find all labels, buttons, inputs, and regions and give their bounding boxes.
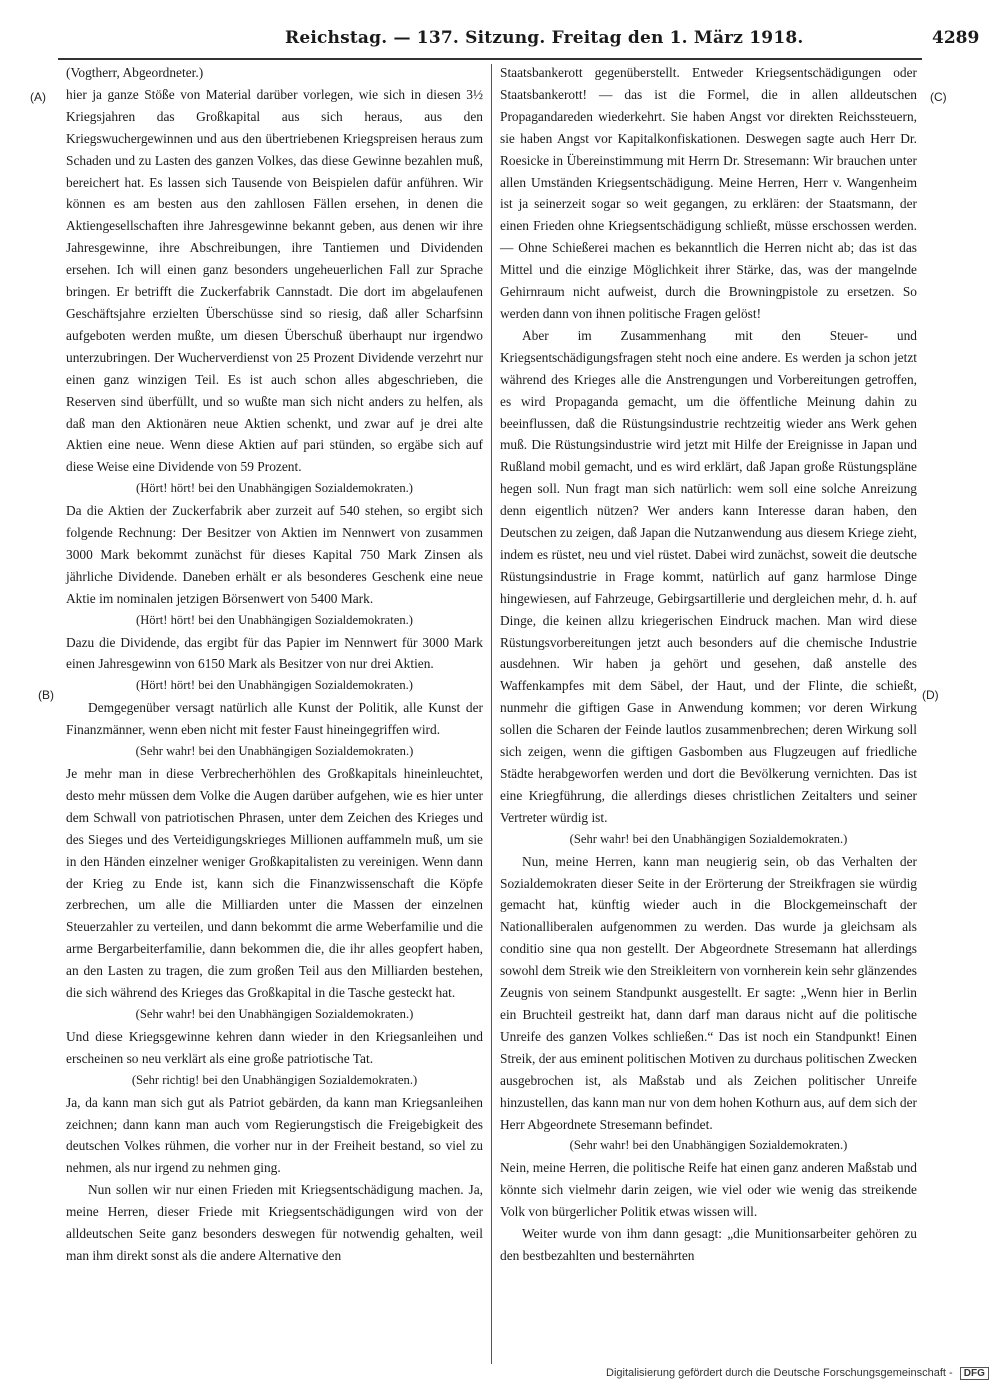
interjection: (Hört! hört! bei den Unabhängigen Sozialdemokraten.) xyxy=(136,612,413,627)
margin-mark-b: (B) xyxy=(38,688,54,702)
paragraph: Staatsbankerott gegenüberstellt. Entweder Kriegsentschädigungen oder Staatsbankerott! — das ist die Formel, die in allen alldeutschen Propagandareden wiederkehrt. Sie haben Angst vor direkten Reichssteuern, sie haben Angst vor Kapitalkonfiskationen. Deswegen sagte auch Herr Dr. Roesicke in Übereinstimmung mit Herrn Dr. Stresemann: Wir brauchen unter allen Umständen Kriegsentschädigung. Meine Herren, Herr v. Wangenheim ist ja seinerzeit sogar so weit gegangen, zu erklären: der Staatsmann, der einen Frieden ohne Kriegsentschädigung schließt, müsse erschossen werden. — Ohne Schießerei machen es bekanntlich die Herren nicht ab; das ist das Mittel und die einzige Möglichkeit ihrer Stärke, das, was der mangelnde Gehirnraum nicht aufweist, durch die Browningpistole zu ersetzen. So werden dann von ihnen politische Fragen gelöst! xyxy=(500,65,917,321)
paragraph: Demgegenüber versagt natürlich alle Kunst der Politik, alle Kunst der Finanzmänner, wenn eben nicht mit fester Faust hineingegriffen wird. xyxy=(66,700,483,738)
right-column xyxy=(500,62,917,1267)
header-rule xyxy=(58,58,922,60)
margin-mark-c: (C) xyxy=(930,90,947,104)
dfg-logo: DFG xyxy=(960,1367,989,1380)
footer-text: Digitalisierung gefördert durch die Deutsche Forschungsgemeinschaft - xyxy=(606,1367,953,1379)
paragraph: Und diese Kriegsgewinne kehren dann wieder in den Kriegsanleihen und erscheinen so neu verklärt als eine große patriotische Tat. xyxy=(66,1028,483,1066)
paragraph: Nein, meine Herren, die politische Reife hat einen ganz anderen Maßstab und könnte sich vielmehr darin zeigen, wie viel oder wie wenig das streikende Volk von bürgerlicher Politik etwas wissen will. xyxy=(500,1160,917,1220)
interjection: (Hört! hört! bei den Unabhängigen Sozialdemokraten.) xyxy=(136,481,413,496)
paragraph: Nun sollen wir nur einen Frieden mit Kriegsentschädigung machen. Ja, meine Herren, dieser Friede mit Kriegsentschädigungen wird von der alldeutschen Seite ganz besonders deswegen für notwendig gehalten, weil man ihm direkt sonst als die andere Alternative den xyxy=(66,1182,483,1263)
running-title: Reichstag. — 137. Sitzung. Freitag den 1. März 1918. xyxy=(285,28,804,48)
paragraph: Ja, da kann man sich gut als Patriot gebärden, da kann man Kriegsanleihen zeichnen; dann kann man auch vom Regierungstisch die Freigebigkeit des deutschen Volkes rühmen, die vorher nur in der Freiheit bestand, so viel zu nehmen, als nur irgend zu nehmen ging. xyxy=(66,1094,483,1176)
paragraph: Nun, meine Herren, kann man neugierig sein, ob das Verhalten der Sozialdemokraten dieser Seite in der Erörterung der Streikfragen sie würdig gemacht hat, künftig wieder auch in die Blockgemeinschaft der Nationalliberalen aufgenommen zu werden. Das wurde ja gleichsam als conditio sine qua non gestellt. Der Abgeordnete Stresemann hat allerdings sowohl dem Streik wie den Streikleitern von vornherein kein sehr glänzendes Zeugnis von seinem Standpunkt ausgestellt. Er sagte: „Wenn hier in Berlin ein Bruchteil gestreikt hat, dann darf man daraus nicht auf die politische Unreife des ganzen Volkes schließen.“ Das ist noch ein Standpunkt! Einen Streik, der aus eminent politischen Motiven zu durchaus politischen Zwecken ausgebrochen ist, als Maßstab und als Zeichen politischer Unreife hinzustellen, das kann man nur von dem hohen Kothurn aus, auf dem sich der Herr Abgeordnete Stresemann befindet. xyxy=(500,853,917,1132)
paragraph: Weiter wurde von ihm dann gesagt: „die Munitionsarbeiter gehören zu den bestbezahlten und besternährten xyxy=(500,1226,917,1263)
paragraph: Da die Aktien der Zuckerfabrik aber zurzeit auf 540 stehen, so ergibt sich folgende Rechnung: Der Besitzer von Aktien im Nennwert von zusammen 3000 Mark bekommt zunächst für dieses Kapital 750 Mark Zinsen als jährliche Dividende. Daneben erhält er als besonderes Geschenk eine neue Aktie im nominalen jetzigen Börsenwert von 5400 Mark. xyxy=(66,503,483,606)
column-divider xyxy=(491,64,492,1364)
page-header xyxy=(0,28,1000,58)
interjection: (Sehr richtig! bei den Unabhängigen Sozialdemokraten.) xyxy=(131,1072,418,1087)
paragraph: Aber im Zusammenhang mit den Steuer- und Kriegsentschädigungsfragen steht noch eine andere. Es werden ja schon jetzt während des Krieges alle die Anstrengungen und Vorbereitungen getroffen, es wird Propaganda gemacht, um die öffentliche Meinung dahin zu beeinflussen, daß die Rüstungsindustrie rechtzeitig wieder ans Werk gehen muß. Die Rüstungsindustrie wird jetzt mit Hilfe der Ereignisse in Japan und Rußland mobil gemacht, und es wird erklärt, daß Japan große Rüstungspläne hegen soll. Nun fragt man sich natürlich: wem soll eine solche Anreizung denn eigentlich nützen? Wer anders kann Interesse daran haben, den Deutschen zu zeigen, daß Japan die Nutzanwendung aus diesem Kriege zieht, indem es rüstet, neu und viel rüstet. Dabei wird zunächst, soweit die deutsche Rüstungsindustrie in Frage kommt, natürlich auf ganz harmlose Dinge hingewiesen, auf Fahrzeuge, Gebirgsartillerie und dergleichen mehr, d. h. auf Dinge, die keinen allzu kriegerischen Eindruck machen. Man wird diese Rüstungsvorbereitungen jetzt auch besonders auf die chemische Industrie ausdehnen. Wir haben ja gehört und gesehen, daß anstelle des Waffenkampfes mit dem Säbel, der Haut, und der Flinte, die schießt, nunmehr die giftigen Gase in Anwendung kommen; vor deren Wirkung sollen die Scharen der Feinde lautlos zusammenbrechen; deren Wirkung soll sich zeigen, wenn die giftigen Gasbomben aus Flugzeugen auf friedliche Städte herabgeworfen werden und dort die Bevölkerung vernichten. Das ist eine Kriegführung, die allerdings dieses christlichen Zeitalters und seiner Vertreter würdig ist. xyxy=(500,327,917,825)
interjection: (Sehr wahr! bei den Unabhängigen Sozialdemokraten.) xyxy=(569,1138,848,1153)
paragraph: Je mehr man in diese Verbrecherhöhlen des Großkapitals hineinleuchtet, desto mehr müssen dem Volke die Augen darüber aufgehen, wie es hier unter dem Schwall von patriotischen Phrasen, unter dem Zeichen des Krieges und des Sieges und des Verteidigungskrieges Millionen auffammeln muß, um sie in den Händen einzelner weniger Großkapitalisten zu vereinigen. Wenn dann der Krieg zu Ende ist, kann sich die Finanzwissenschaft die Köpfe zerbrechen, um alle die Milliarden unter die Massen der einzelnen Steuerzahler zu verteilen, und dann bekommt die arme Weberfamilie und die arme Bergarbeiterfamilie, dann bekommen die, die ihr alles geopfert haben, an den Lasten zu tragen, die zum großen Teil aus den Milliarden bestehen, die sich während des Krieges das Großkapital in die Tasche gesteckt hat. xyxy=(66,766,483,1001)
page-number: 4289 xyxy=(932,28,980,48)
paragraph: hier ja ganze Stöße von Material darüber vorlegen, wie sich in diesen 3½ Kriegsjahren das Großkapital aus sich heraus, aus den Kriegswuchergewinnen und aus den übertriebenen Kriegspreisen heraus zum Schaden und zu Lasten des ganzen Volkes, das diese Gewinne bezahlen muß, bereichert hat. Es lassen sich Tausende von Beispielen dafür anführen. Wir können es am besten aus den zahllosen Fällen ersehen, in denen die Aktiengesellschaften ihre Jahresgewinne bekannt geben, aus denen wir ihre Jahresgewinne, ihre Abschreibungen, ihre Tantiemen und Dividenden ersehen. Ich will einen ganz besonders ungeheuerlichen Fall zur Sprache bringen. Er betrifft die Zuckerfabrik Cannstadt. Die dort im abgelaufenen Geschäftsjahre erzielten Überschüsse sind so riesig, daß aller Scharfsinn aufgeboten werden mußte, um diesen Überschuß überhaupt nur irgendwo unterzubringen. Der Wucherverdienst von 25 Prozent Dividende verzehrt nur einen ganz winzigen Teil. Es ist auch schon alles abgeschrieben, die Reserven sind überfüllt, und so wußte man sich nicht anders zu helfen, als daß man den Aktionären neue Aktien schenkt, und zwar auf je drei alte Aktien eine neue. Wenn diese Aktien auf pari stünden, so ergäbe sich auf diese Weise eine Dividende von 59 Prozent. xyxy=(66,86,483,475)
interjection: (Sehr wahr! bei den Unabhängigen Sozialdemokraten.) xyxy=(135,1006,414,1021)
margin-mark-d: (D) xyxy=(922,688,939,702)
interjection: (Sehr wahr! bei den Unabhängigen Sozialdemokraten.) xyxy=(569,831,848,846)
interjection: (Hört! hört! bei den Unabhängigen Sozialdemokraten.) xyxy=(136,678,413,693)
digitization-footer xyxy=(606,1367,989,1380)
left-column xyxy=(66,62,483,1267)
speaker-heading: (Vogtherr, Abgeordneter.) xyxy=(66,65,204,80)
interjection: (Sehr wahr! bei den Unabhängigen Sozialdemokraten.) xyxy=(135,744,414,759)
paragraph: Dazu die Dividende, das ergibt für das Papier im Nennwert für 3000 Mark einen Jahresgewinn von 6150 Mark als Besitzer von nur drei Aktien. xyxy=(66,634,483,672)
margin-mark-a: (A) xyxy=(30,90,46,104)
